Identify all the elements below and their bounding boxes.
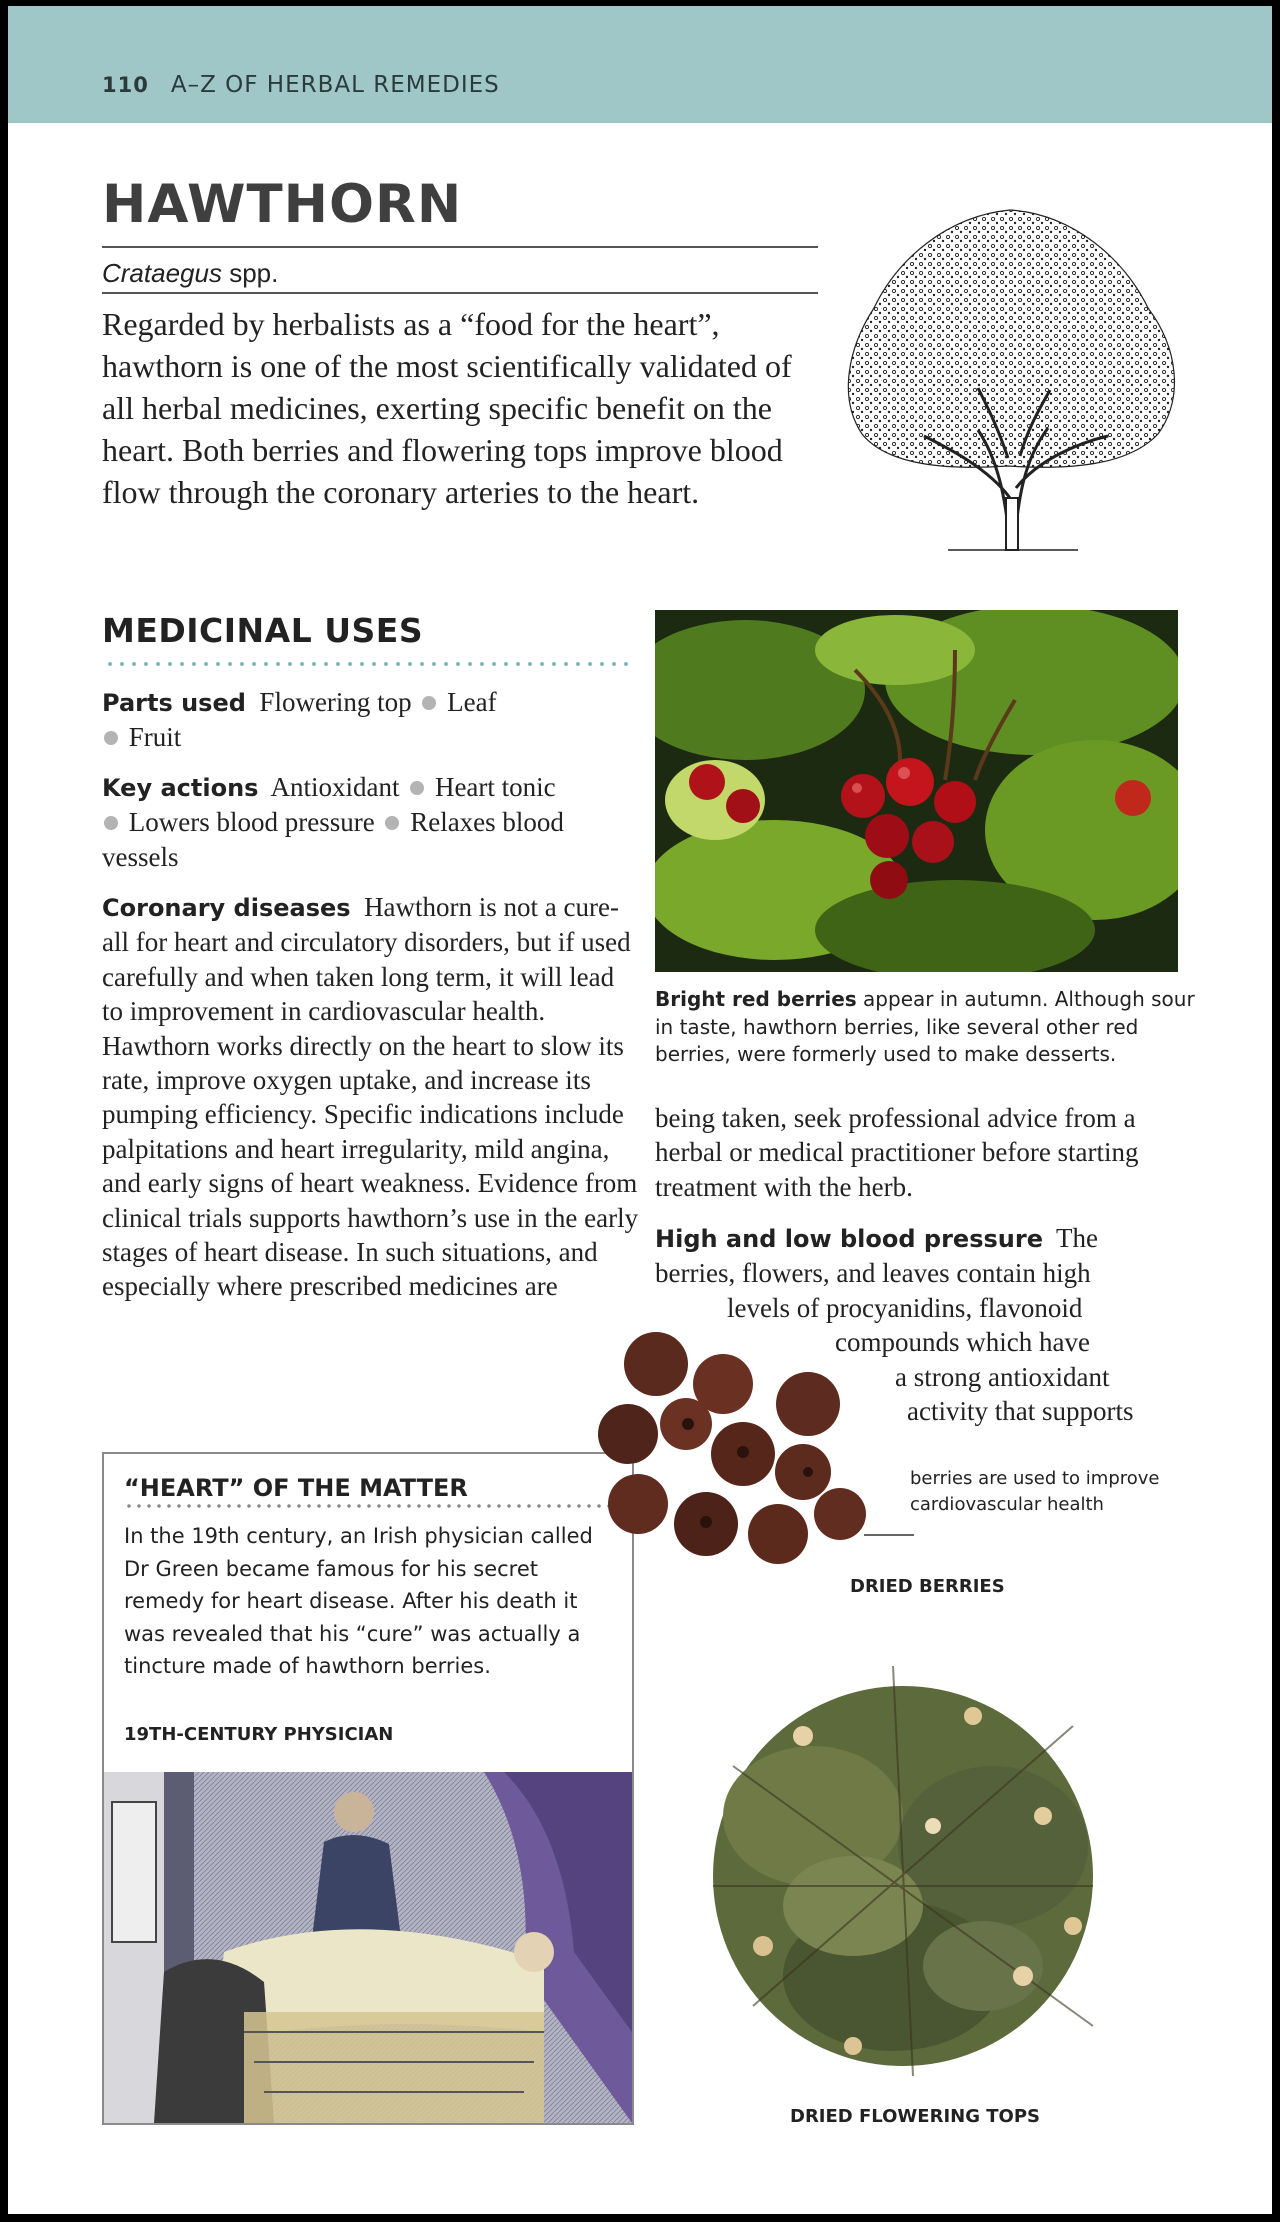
parts-used (102, 685, 642, 755)
bp-line: compounds which have (835, 1327, 1090, 1358)
hawthorn-tree-illustration (828, 198, 1192, 558)
action-item: Relaxes blood vessels (102, 807, 564, 872)
latin-name (102, 258, 278, 289)
medicinal-uses-heading: MEDICINAL USES (102, 611, 424, 650)
latin-suffix: spp. (221, 258, 279, 288)
dried-berries-label: DRIED BERRIES (850, 1576, 1005, 1597)
caption-lead: Bright red berries (655, 987, 857, 1011)
part-item: Flowering top (259, 687, 412, 717)
bullet-dot (104, 731, 118, 745)
dried-flowering-tops-image (693, 1646, 1113, 2086)
part-item: Leaf (447, 687, 497, 717)
bullet-dot (104, 816, 118, 830)
latin-genus: Crataegus (102, 258, 222, 288)
sidebar-image-label: 19TH-CENTURY PHYSICIAN (124, 1724, 394, 1745)
action-item: Lowers blood pressure (128, 807, 375, 838)
parts-used-label: Parts used (102, 689, 246, 717)
annotation-leader-line (864, 1534, 914, 1536)
bp-line: levels of procyanidins, flavonoid (727, 1292, 1083, 1323)
key-actions-label: Key actions (102, 774, 259, 802)
action-item: Antioxidant (270, 772, 400, 802)
latin-rule (102, 292, 818, 294)
bullet-dot (385, 816, 399, 830)
sidebar-text: In the 19th century, an Irish physician called Dr Green became famous for his secret remedy for heart disease. After his death it was revealed that his “cure” was actually a tincture made of hawthorn berries. (124, 1524, 593, 1678)
section-title: A–Z OF HERBAL REMEDIES (170, 72, 500, 98)
coronary-label: Coronary diseases (102, 894, 351, 922)
bullet-dot (410, 781, 424, 795)
dried-flowering-tops-label: DRIED FLOWERING TOPS (790, 2106, 1040, 2127)
sidebar-box (102, 1452, 634, 2125)
sidebar-title: “HEART” OF THE MATTER (124, 1474, 468, 1502)
header-band (8, 6, 1272, 123)
coronary-diseases-paragraph (102, 890, 640, 1304)
bullet-dot (422, 696, 436, 710)
continued-paragraph: being taken, seek professional advice from a herbal or medical practitioner before starting treatment with the herb. (655, 1103, 1139, 1202)
blood-pressure-label: High and low blood pressure (655, 1225, 1043, 1253)
page-number: 110 (102, 73, 149, 97)
dried-berries-image (578, 1324, 878, 1624)
red-berries-photo (655, 610, 1178, 972)
bp-line: activity that supports (907, 1396, 1134, 1427)
part-item: Fruit (128, 722, 182, 753)
action-item: Heart tonic (434, 772, 556, 802)
berries-annotation: berries are used to improve cardiovascular health (910, 1468, 1160, 1515)
bp-line: berries, flowers, and leaves contain high (655, 1258, 1091, 1289)
running-head (102, 72, 500, 98)
coronary-text: Hawthorn is not a cure-all for heart and circulatory disorders, but if used carefully and when taken long term, it will lead to improvement in cardiovascular health. Hawthorn works directly on the heart to slow its rate, improve oxygen uptake, and increase its pumping efficiency. Specific indications include palpitations and heart irregularity, mild angina, and early signs of heart weakness. Evidence from clinical trials supports hawthorn’s use in the early stages of heart disease. In such situations, and especially where prescribed medicines are (102, 892, 639, 1302)
entry-title: HAWTHORN (102, 174, 463, 235)
physician-engraving (104, 1772, 632, 2123)
bp-line: The (1056, 1223, 1098, 1253)
key-actions (102, 770, 647, 874)
intro-paragraph: Regarded by herbalists as a “food for the heart”, hawthorn is one of the most scientifically validated of all herbal medicines, exerting specific benefit on the heart. Both berries and flowering tops improve blood flow through the coronary arteries to the heart. (102, 306, 792, 510)
caption-text: appear in autumn. Although sour in taste, hawthorn berries, like several other red berries, were formerly used to make desserts. (655, 987, 1195, 1066)
dotted-divider (104, 662, 632, 666)
photo-caption (655, 986, 1195, 1069)
book-page (8, 6, 1272, 2214)
title-rule (102, 246, 818, 248)
sidebar-divider (124, 1504, 614, 1508)
bp-line: a strong antioxidant (895, 1361, 1110, 1392)
